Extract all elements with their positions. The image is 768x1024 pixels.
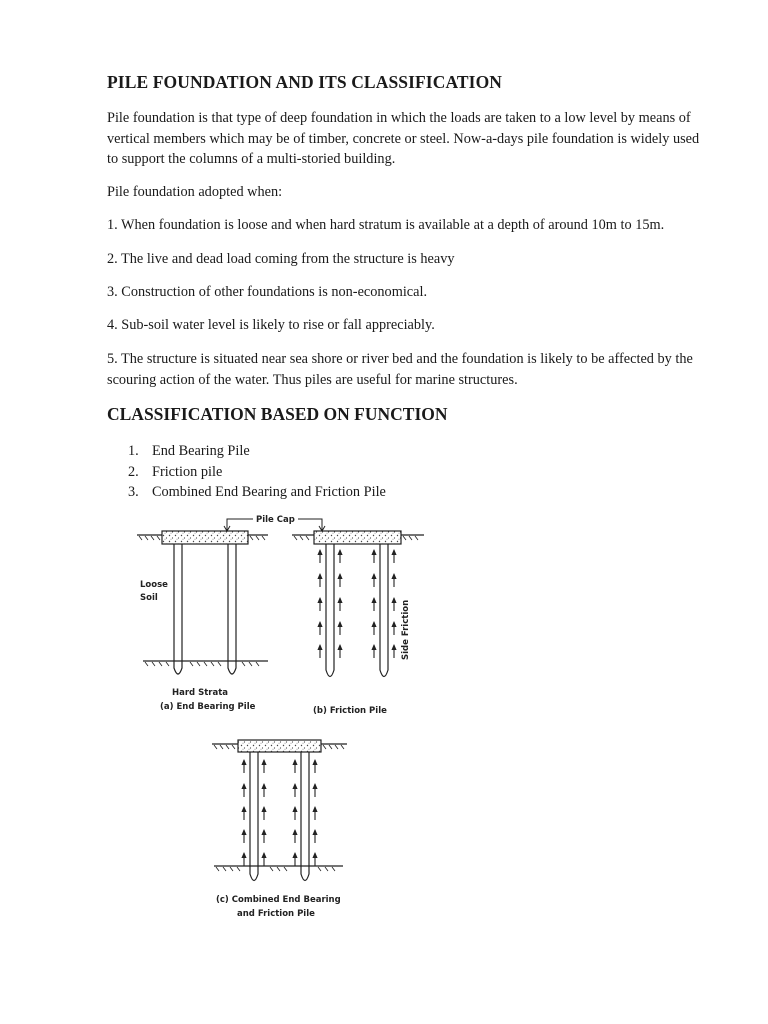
caption-b: (b) Friction Pile (313, 706, 387, 716)
hard-strata-label: Hard Strata (172, 688, 228, 698)
list-text: Combined End Bearing and Friction Pile (152, 484, 386, 500)
condition-item: 5. The structure is situated near sea shore or river bed and the foundation is likely to be affected by the scouring action of the water. Thus piles are useful for marine structures. (107, 351, 693, 388)
pile-cap-callout (224, 515, 325, 531)
combined-pile-diagram (212, 740, 347, 919)
loose-soil-label: Soil (140, 593, 158, 603)
end-bearing-pile-diagram (137, 531, 268, 712)
loose-soil-label: Loose (140, 580, 168, 590)
intro-paragraph: Pile foundation is that type of deep foundation in which the loads are taken to a low level by means of vertical members which may be of timber, concrete or steel. Now-a-days pile foundation is widely used to support the columns of a multi-storied building. (107, 110, 700, 167)
condition-item: 4. Sub-soil water level is likely to rise or fall appreciably. (107, 317, 435, 333)
pile-cap-label: Pile Cap (256, 515, 295, 525)
caption-c: (c) Combined End Bearing (216, 895, 341, 905)
list-item (128, 482, 386, 503)
list-item (128, 441, 386, 462)
list-number: 1. (128, 443, 139, 459)
list-item (128, 462, 386, 483)
list-number: 2. (128, 463, 139, 480)
list-text: Friction pile (152, 463, 223, 480)
caption-c: and Friction Pile (237, 909, 315, 919)
page-title: PILE FOUNDATION AND ITS CLASSIFICATION (107, 72, 503, 92)
list-text: End Bearing Pile (152, 443, 250, 459)
friction-pile-diagram (292, 531, 424, 716)
function-list (128, 441, 386, 503)
condition-item: 3. Construction of other foundations is non-economical. (107, 284, 428, 300)
condition-item: 1. When foundation is loose and when hard stratum is available at a depth of around 10m to 15m. (107, 217, 665, 233)
section-heading: CLASSIFICATION BASED ON FUNCTION (107, 404, 448, 424)
adopted-intro: Pile foundation adopted when: (107, 184, 283, 200)
condition-item: 2. The live and dead load coming from the structure is heavy (107, 251, 455, 267)
list-number: 3. (128, 484, 139, 500)
caption-a: (a) End Bearing Pile (160, 702, 256, 712)
side-friction-label: Side Friction (401, 599, 411, 660)
